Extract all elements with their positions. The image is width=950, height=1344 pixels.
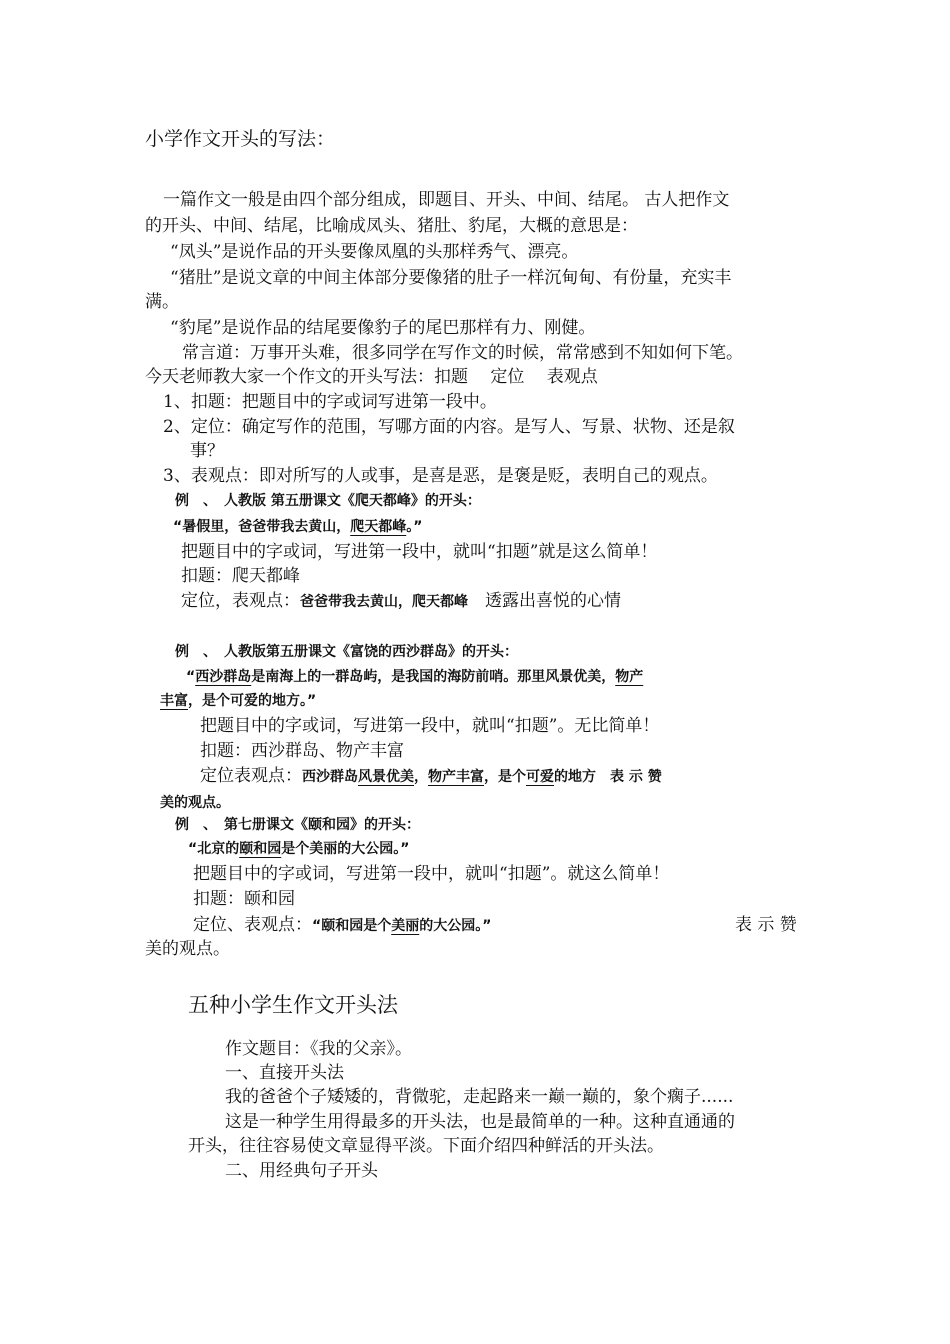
- example-3-dingwei: [193, 914, 491, 937]
- example-2-quote-mid: 是南海上的一群岛屿，是我国的海防前哨。那里风景优美，: [251, 669, 616, 685]
- saying-line-2: 今天老师教大家一个作文的开头写法：扣题 定位 表观点: [145, 367, 598, 387]
- example-2-dw-d: 物产丰富: [428, 769, 484, 785]
- example-3-dw-b: 的大公园。”: [419, 918, 492, 934]
- example-3-dingwei-tail: 美的观点。: [145, 939, 230, 959]
- method-2-line-2: 事？: [190, 441, 224, 461]
- section-2-topic: 作文题目：《我的父亲》。: [225, 1039, 412, 1059]
- example-2-quote-close: ，是个可爱的地方。”: [188, 693, 317, 709]
- example-2-heading: 例 、 人教版第五册课文《富饶的西沙群岛》的开头：: [175, 644, 518, 660]
- page-title: 小学作文开头的写法：: [145, 128, 336, 150]
- example-2-dw-g: 的地方: [554, 769, 610, 785]
- example-1-explain: 把题目中的字或词，写进第一段中，就叫“扣题”就是这么简单！: [181, 542, 658, 562]
- example-2-dingwei-label: 定位表观点：: [200, 766, 302, 786]
- example-2-kouti: 扣题：西沙群岛、物产丰富: [200, 741, 404, 761]
- zhudu-line-1: “猪肚”是说文章的中间主体部分要像猪的肚子一样沉甸甸、有份量，充实丰: [170, 268, 732, 288]
- baowei-line: “豹尾”是说作品的结尾要像豹子的尾巴那样有力、刚健。: [170, 318, 596, 338]
- fengtou-line: “凤头”是说作品的开头要像凤凰的头那样秀气、漂亮。: [170, 242, 579, 262]
- example-3-quote-end: 是个美丽的大公园。”: [281, 841, 410, 857]
- example-1-dingwei: [181, 590, 621, 613]
- example-1-quote: [173, 516, 422, 538]
- example-2-dingwei: [200, 765, 662, 788]
- example-1-kouti: 扣题：爬天都峰: [181, 566, 300, 586]
- example-2-quote-line-1: [186, 666, 643, 688]
- section-2-para-1: 我的爸爸个子矮矮的，背微驼，走起路来一巅一巅的，象个瘸子......: [225, 1087, 734, 1107]
- example-2-quote-u2: 物产: [615, 669, 644, 685]
- example-1-dingwei-tail: 透露出喜悦的心情: [485, 591, 621, 611]
- example-3-kouti: 扣题：颐和园: [193, 889, 295, 909]
- method-1: 1、扣题：把题目中的字或词写进第一段中。: [163, 392, 497, 412]
- section-2-para-2-line-2: 开头，往往容易使文章显得平淡。下面介绍四种鲜活的开头法。: [188, 1136, 664, 1156]
- example-3-dw-u: 美丽: [391, 918, 420, 934]
- method-2-line-1: 2、定位：确定写作的范围，写哪方面的内容。是写人、写景、状物、还是叙: [163, 417, 735, 437]
- example-2-dingwei-tail: 美的观点。: [160, 795, 230, 811]
- section-2-title: 五种小学生作文开头法: [188, 993, 398, 1017]
- example-2-dw-h: 表 示 赞: [610, 769, 662, 785]
- example-2-quote-open: “: [186, 669, 196, 685]
- example-3-quote-underlined: 颐和园: [239, 841, 282, 857]
- example-2-dw-e: ，是个: [484, 769, 526, 785]
- section-2-heading-1: 一、直接开头法: [225, 1063, 344, 1083]
- example-1-quote-start: “暑假里，爸爸带我去黄山，: [173, 519, 351, 535]
- example-2-quote-u3: 丰富: [160, 693, 188, 709]
- section-2-heading-2: 二、用经典句子开头: [225, 1161, 378, 1181]
- example-2-explain: 把题目中的字或词，写进第一段中，就叫“扣题”。无比简单！: [200, 716, 660, 736]
- example-2-dw-f: 可爱: [526, 769, 554, 785]
- example-1-heading: 例 、 人教版 第五册课文《爬天都峰》的开头：: [175, 493, 481, 509]
- example-2-dw-c: ，: [414, 769, 428, 785]
- example-2-dw-b: 风景优美: [358, 769, 414, 785]
- example-3-explain: 把题目中的字或词，写进第一段中，就叫“扣题”。就这么简单！: [193, 864, 670, 884]
- method-3: 3、表观点：即对所写的人或事，是喜是恶，是褒是贬，表明自己的观点。: [163, 466, 718, 486]
- example-3-dingwei-right: 表 示 赞: [735, 915, 797, 935]
- example-3-dingwei-label: 定位、表观点：: [193, 915, 312, 935]
- example-2-dw-a: 西沙群岛: [302, 769, 358, 785]
- example-1-quote-end: 。”: [406, 519, 423, 535]
- example-3-quote-start: “北京的: [188, 841, 240, 857]
- example-3-dw-a: “颐和园是个: [312, 918, 392, 934]
- section-2-para-2-line-1: 这是一种学生用得最多的开头法，也是最简单的一种。这种直通通的: [225, 1112, 735, 1132]
- example-1-quote-underlined: 爬天都峰: [350, 519, 407, 535]
- example-3-heading: 例 、 第七册课文《颐和园》的开头：: [175, 817, 420, 833]
- example-2-quote-line-2: [160, 690, 316, 712]
- zhudu-line-2: 满。: [145, 292, 179, 312]
- example-1-dingwei-label: 定位，表观点：: [181, 591, 300, 611]
- saying-line-1: 常言道：万事开头难，很多同学在写作文的时候，常常感到不知如何下笔。: [182, 343, 743, 363]
- example-3-quote: [188, 838, 409, 860]
- intro-line-1: 一篇作文一般是由四个部分组成，即题目、开头、中间、结尾。 古人把作文: [163, 190, 730, 210]
- example-2-quote-u1: 西沙群岛: [195, 669, 252, 685]
- example-1-dingwei-quote: 爸爸带我去黄山，爬天都峰: [300, 594, 468, 610]
- intro-line-2: 的开头、中间、结尾，比喻成凤头、猪肚、豹尾，大概的意思是：: [145, 216, 638, 236]
